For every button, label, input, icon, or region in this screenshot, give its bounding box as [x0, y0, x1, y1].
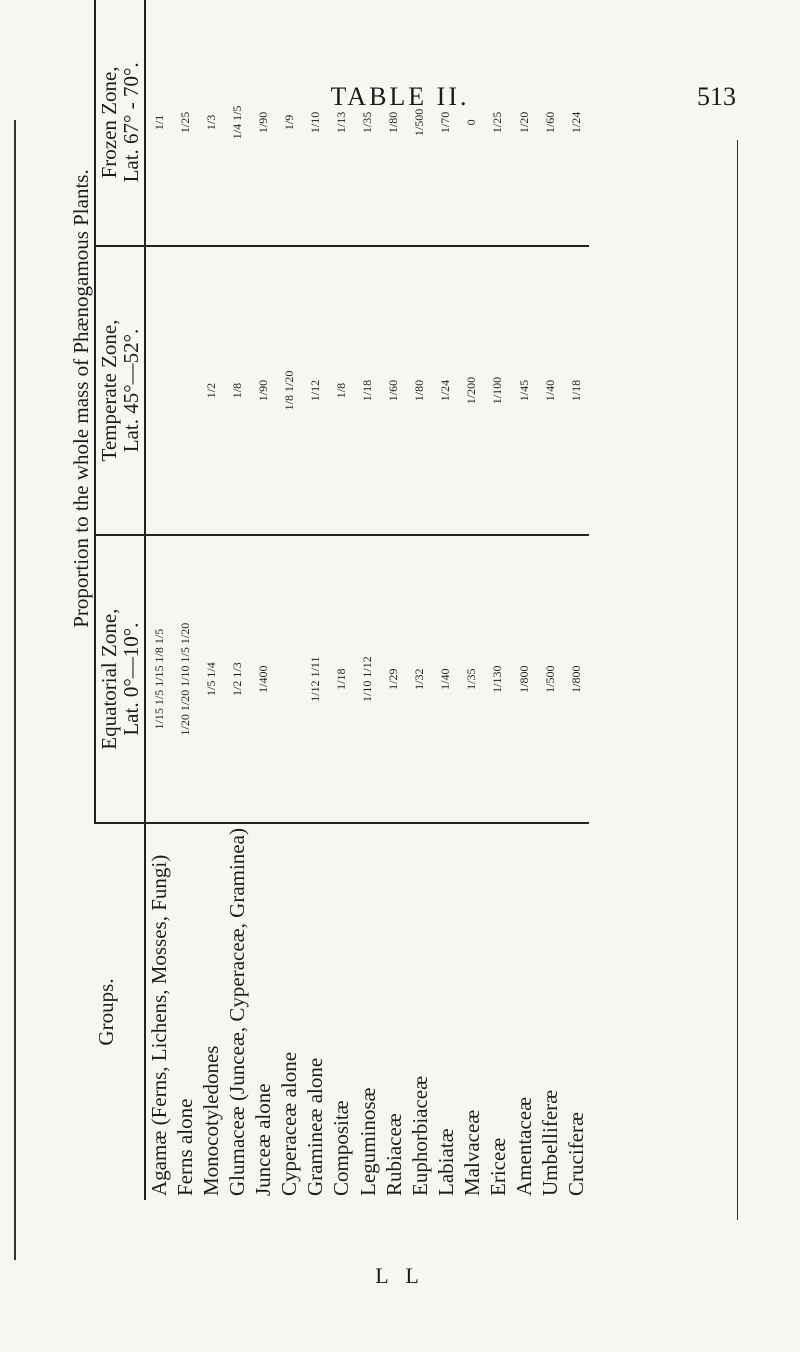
frozen-cell: 1/3 [198, 0, 224, 246]
zone-header-temperate: Temperate Zone, Lat. 45°—52°. [95, 246, 145, 535]
table-row [328, 0, 354, 1200]
temperate-cell: 1/200 [459, 246, 485, 535]
table-row [355, 0, 381, 1200]
group-cell: Ferns alone [173, 1098, 198, 1196]
left-border [14, 120, 16, 1260]
temperate-cell: 1/60 [381, 246, 407, 535]
temperate-cell [172, 246, 198, 535]
group-cell: Labiatæ [433, 1128, 458, 1196]
group-cell: Monocotyledones [199, 1045, 224, 1196]
table-row [302, 0, 328, 1200]
equatorial-cell: 1/29 [381, 535, 407, 823]
group-cell: Leguminosæ [355, 1087, 380, 1196]
table-row [250, 0, 276, 1200]
temperate-cell: 1/100 [485, 246, 511, 535]
group-cell: Rubiaceæ [381, 1113, 406, 1196]
zone-header-frozen: Frozen Zone, Lat. 67° - 70°. [95, 0, 145, 246]
frozen-cell: 1/1 [145, 0, 172, 246]
groups-header: Groups. [68, 823, 145, 1200]
frozen-cell: 1/70 [433, 0, 459, 246]
table-row [433, 0, 459, 1200]
table-row [485, 0, 511, 1200]
table-row [407, 0, 433, 1200]
temperate-cell: 1/8 1/20 [276, 246, 302, 535]
table-row [511, 0, 537, 1200]
equatorial-cell: 1/40 [433, 535, 459, 823]
equatorial-cell: 1/12 1/11 [302, 535, 328, 823]
equatorial-cell: 1/20 1/20 1/10 1/5 1/20 [172, 535, 198, 823]
table-row [145, 0, 172, 1200]
equatorial-cell: 1/2 1/3 [224, 535, 250, 823]
temperate-cell: 1/90 [250, 246, 276, 535]
group-cell: Umbelliferæ [537, 1089, 562, 1196]
frozen-cell: 1/500 [407, 0, 433, 246]
temperate-cell: 1/8 [328, 246, 354, 535]
frozen-cell: 1/24 [563, 0, 589, 246]
equatorial-cell: 1/35 [459, 535, 485, 823]
frozen-cell: 0 [459, 0, 485, 246]
frozen-cell: 1/20 [511, 0, 537, 246]
data-table [68, 0, 589, 1200]
group-cell: Ericeæ [485, 1137, 510, 1196]
group-cell: Glumaceæ (Junceæ, Cyperaceæ, Graminea) [225, 828, 250, 1196]
equatorial-cell: 1/32 [407, 535, 433, 823]
temperate-cell: 1/18 [355, 246, 381, 535]
group-cell: Euphorbiaceæ [407, 1075, 432, 1196]
group-cell: Compositæ [329, 1100, 354, 1196]
group-cell: Gramineæ alone [303, 1057, 328, 1196]
equatorial-cell: 1/130 [485, 535, 511, 823]
equatorial-cell: 1/5 1/4 [198, 535, 224, 823]
temperate-cell: 1/45 [511, 246, 537, 535]
frozen-cell: 1/9 [276, 0, 302, 246]
table-row [172, 0, 198, 1200]
table-row [381, 0, 407, 1200]
signature-mark: L L [375, 1263, 425, 1288]
frozen-cell: 1/80 [381, 0, 407, 246]
frozen-cell: 1/25 [172, 0, 198, 246]
equatorial-cell: 1/10 1/12 [355, 535, 381, 823]
table-caption: Proportion to the whole mass of Phænogamous Plants. [68, 0, 95, 823]
page-number: 513 [697, 82, 736, 111]
temperate-cell: 1/8 [224, 246, 250, 535]
equatorial-cell: 1/500 [537, 535, 563, 823]
group-cell: Cruciferæ [563, 1112, 588, 1196]
frozen-cell: 1/13 [328, 0, 354, 246]
rotated-table [68, 0, 768, 1200]
temperate-cell: 1/18 [563, 246, 589, 535]
table-row [276, 0, 302, 1200]
equatorial-cell: 1/400 [250, 535, 276, 823]
frozen-cell: 1/60 [537, 0, 563, 246]
equatorial-cell: 1/800 [563, 535, 589, 823]
table-title: TABLE II. [330, 82, 470, 111]
table-row [198, 0, 224, 1200]
equatorial-cell: 1/15 1/5 1/15 1/8 1/5 [145, 535, 172, 823]
frozen-cell: 1/4 1/5 [224, 0, 250, 246]
zone-header-equatorial: Equatorial Zone, Lat. 0°—10°. [95, 535, 145, 823]
equatorial-cell: 1/18 [328, 535, 354, 823]
group-cell: Junceæ alone [251, 1083, 276, 1196]
equatorial-cell: 1/800 [511, 535, 537, 823]
group-cell: Malvaceæ [459, 1109, 484, 1196]
temperate-cell: 1/2 [198, 246, 224, 535]
temperate-cell: 1/40 [537, 246, 563, 535]
group-cell: Amentaceæ [511, 1096, 536, 1196]
group-cell: Cyperaceæ alone [277, 1051, 302, 1196]
frozen-cell: 1/25 [485, 0, 511, 246]
equatorial-cell [276, 535, 302, 823]
temperate-cell: 1/80 [407, 246, 433, 535]
frozen-cell: 1/10 [302, 0, 328, 246]
table-row [459, 0, 485, 1200]
temperate-cell: 1/12 [302, 246, 328, 535]
table-row [224, 0, 250, 1200]
table-row [537, 0, 563, 1200]
group-cell: Agamæ (Ferns, Lichens, Mosses, Fungi) [147, 854, 172, 1196]
table-row [563, 0, 589, 1200]
frozen-cell: 1/90 [250, 0, 276, 246]
frozen-cell: 1/35 [355, 0, 381, 246]
temperate-cell: 1/24 [433, 246, 459, 535]
temperate-cell [145, 246, 172, 535]
